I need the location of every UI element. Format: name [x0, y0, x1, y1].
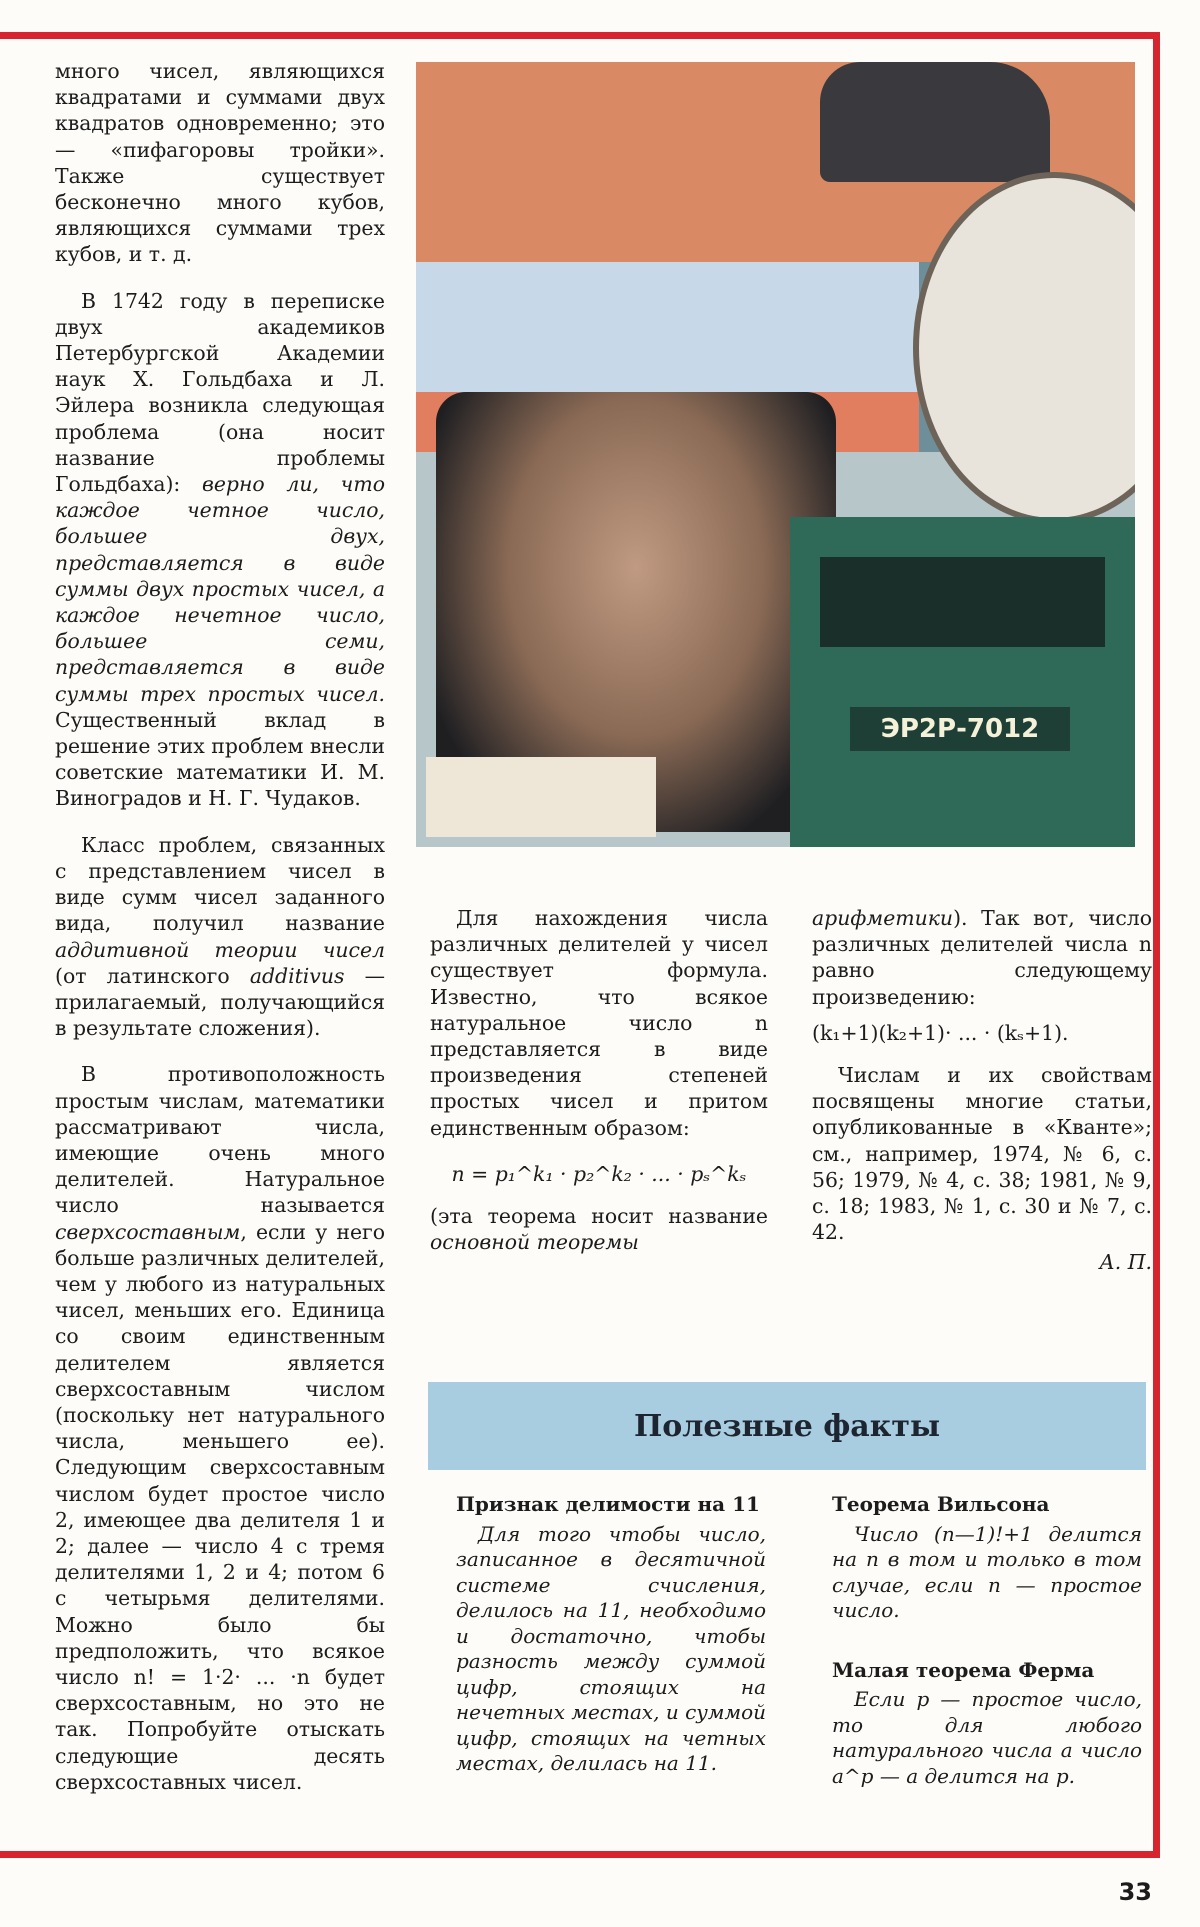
train-image — [790, 517, 1135, 847]
address-card — [416, 262, 919, 392]
section-title: Полезные факты — [633, 1408, 941, 1444]
page-number: 33 — [1118, 1878, 1152, 1906]
text: , если у него больше различных делителей, чем у любого из натуральных чисел, меньших его. Единица со своим единственным делителем является сверхсоставным числом (поскольку нет натурального числа, меньшего ее). Следующим сверхсоставным числом будет простое число 2, имеющее два делителя 1 и 2; далее — число 4 с тремя делителями 1, 2 и 4; потом 6 с четырьмя делителями. Можно было бы предположить, что всякое число n! = 1·2· ... ·n будет сверхсоставным, но это не так. Попробуйте отыскать следующие десять сверхсоставных чисел. — [55, 1219, 385, 1794]
fact-title: Малая теорема Ферма — [832, 1657, 1095, 1682]
text: В 1742 году в переписке двух академиков Петербургской Академии наук Х. Гольдбаха и Л. Эйлера возникла следующая проблема (она носит название проблемы Гольдбаха): — [55, 288, 385, 497]
paragraph-additive — [55, 832, 385, 1042]
text-italic: арифметики — [812, 906, 954, 930]
text: Класс проблем, связанных с представлением чисел в виде сумм чисел заданного вида, получил название — [55, 832, 385, 936]
formula-divisor-count: (k₁+1)(k₂+1)· ... · (kₛ+1). — [812, 1020, 1069, 1045]
paragraph-goldbach — [55, 288, 385, 812]
text: В противоположность простым числам, математики рассматривают числа, имеющие очень много делителей. Натуральное число называется — [55, 1062, 385, 1218]
section-banner — [428, 1382, 1146, 1470]
text-italic: additivus — [249, 963, 345, 988]
text-italic: верно ли, что каждое четное число, большее двух, представляется в виде суммы двух простых чисел, а каждое нечетное число, большее семи, представляется в виде суммы трех простых чисел. — [55, 472, 385, 706]
paragraph: Числам и их свойствам посвящены многие статьи, опубликованные в «Кванте»; см., например, 1974, № 6, с. 56; 1979, № 4, с. 38; 1981, № 9, с. 18; 1983, № 1, с. 30 и № 7, с. 42. — [812, 1063, 1152, 1245]
car-image — [820, 62, 1050, 182]
fact-title: Теорема Вильсона — [832, 1492, 1050, 1516]
fact-divisibility-11 — [456, 1492, 766, 1791]
author-signature: А. П. — [1099, 1250, 1152, 1275]
calendar-image — [426, 757, 656, 837]
column-right — [812, 905, 1152, 1276]
text-italic: аддитивной теории чисел — [55, 937, 385, 962]
text: (эта теорема носит название — [430, 1204, 768, 1229]
train-plate: ЭР2Р-7012 — [850, 707, 1070, 751]
fact-wilson-fermat — [832, 1492, 1142, 1803]
collage-photo — [416, 62, 1135, 847]
paragraph: Для нахождения числа различных делителей у чисел существует формула. Известно, что всякое натуральное число n представляется в виде произведения степеней простых чисел и притом единственным образом: — [430, 906, 768, 1140]
text: ). Так вот, число различных делителей числа n равно следующему произведению: — [812, 906, 1152, 1009]
column-middle — [430, 905, 768, 1275]
paragraph-highly-composite — [55, 1061, 385, 1795]
text: (от латинского — [55, 963, 250, 988]
fact-text: Если p — простое число, то для любого натурального числа a число a^p — a делится на p. — [832, 1687, 1142, 1788]
paragraph — [812, 905, 1152, 1010]
column-left — [55, 58, 385, 1815]
fact-title: Признак делимости на 11 — [456, 1492, 760, 1516]
text-italic: основной теоремы — [430, 1230, 639, 1255]
paragraph — [430, 1203, 768, 1255]
text: Существенный вклад в решение этих проблем внесли советские математики И. М. Виноградов и Н. Г. Чудаков. — [55, 707, 385, 811]
paragraph: много чисел, являющихся квадратами и суммами двух квадратов одновременно; это — «пифагоровы тройки». Также существует бесконечно много кубов, являющихся суммами трех кубов, и т. д. — [55, 59, 385, 267]
fact-text: Число (n—1)!+1 делится на n в том и только в том случае, если n — простое число. — [832, 1521, 1142, 1622]
fact-text: Для того чтобы число, записанное в десятичной системе счисления, делилось на 11, необходимо и достаточно, чтобы разность между суммой цифр, стоящих на нечетных местах, и суммой цифр, стоящих на четных местах, делилась на 11. — [456, 1521, 766, 1775]
train-window — [820, 557, 1105, 647]
text-italic: сверхсоставным — [55, 1219, 241, 1244]
text: — прилагаемый, получающийся в результате сложения). — [55, 963, 385, 1041]
formula-factorization: n = p₁^k₁ · p₂^k₂ · ... · pₛ^kₛ — [451, 1161, 747, 1186]
